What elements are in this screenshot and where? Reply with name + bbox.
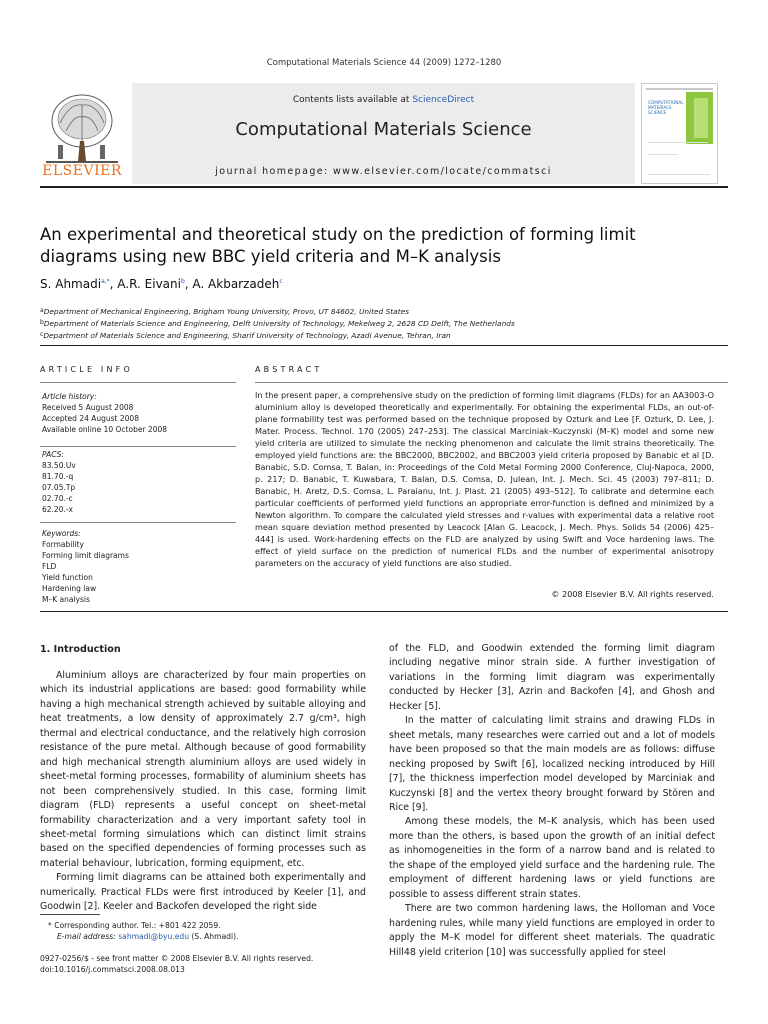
journal-banner xyxy=(132,83,635,184)
header-rule xyxy=(40,186,728,188)
article-info-rule xyxy=(40,382,236,383)
article-title: An experimental and theoretical study on the prediction of forming limit diagrams using new BBC yield criteria and M–K analysis xyxy=(40,225,636,266)
history-item: Available online 10 October 2008 xyxy=(42,425,168,434)
journal-cover-thumbnail[interactable] xyxy=(641,83,718,184)
body-paragraph: Forming limit diagrams can be attained both experimentally and numerically. Practical FLDs were first introduced by Keeler [1], and Goodwin [2]. Keeler and Backofen developed the right side xyxy=(40,872,366,913)
keyword-item: Forming limit diagrams xyxy=(42,551,129,560)
body-paragraph: Among these models, the M–K analysis, which has been used more than the others, is based upon the growth of an initial defect as inhomogeneities in the form of a narrow band and is related to the shape of the employed yield surface and the hardening rule. The employment of different hardening laws or yield functions are possible to assess different strain states. xyxy=(389,816,715,900)
affiliation-item xyxy=(40,329,730,341)
elsevier-wordmark: ELSEVIER xyxy=(42,163,122,179)
svg-text:MATERIALS: MATERIALS xyxy=(648,105,672,110)
abstract-text: In the present paper, a comprehensive study on the prediction of forming limit diagrams (FLDs) for an AA3003-O aluminium alloy is developed theoretically and experimentally. For obtaining the experimental FLDs, an out-of-plane formability test was performed based on the technique proposed by Ozturk and Lee [F. Ozturk, D. Lee, J. Mater. Process. Technol. 170 (2005) 247–253]. The classical Marciniak–Kuczynski (M–K) model and some new yield criteria are utilized to simulate the necking phenomenon and calculate the limit strains theoretically. The employed yield functions are: the BBC2000, BBC2002, and BBC2003 yield criteria proposed by Banabic et al [D. Banabic, S.D. Comsa, T. Balan, in: Proceedings of the Cold Metal Forming 2000 Conference, Cluj-Napoca, 2000, p. 217; D. Banabic, T. Kuwabara, T. Balan, D.S. Comsa, D. Julean, Int. J. Mech. Sci. 45 (2003) 797–811; D. Banabic, H. Aretz, D.S. Comsa, L. Paraianu, Int. J. Plast. 21 (2005) 493–512]. To calibrate and determine each particular coefficients of performed yield functions an appropriate error-function is defined and minimized by a Newton algorithm. To compare the calculated yield stresses and r-values with experimental data a relative root mean square deviation method presented by Leacock [Alan G. Leacock, J. Mech. Phys. Solids 54 (2006) 425–444] is used. Work-hardening effects on the FLD are analyzed by using Swift and Voce hardening laws. The effect of yield surface on the prediction of numerical FLDs and the number of experimental anisotropy parameters on the accuracy of yield functions are also studied. xyxy=(255,390,714,568)
footnote xyxy=(40,920,366,942)
corresponding-author-text: Corresponding author. Tel.: +801 422 2059. xyxy=(54,921,221,930)
email-label: E-mail address: xyxy=(57,932,116,941)
author-name[interactable]: A. Akbarzadeh xyxy=(192,277,280,291)
pacs-item: 62.20.-x xyxy=(42,505,73,514)
affiliation-mark: b xyxy=(40,319,44,326)
abstract-heading: ABSTRACT xyxy=(255,365,323,374)
journal-reference: Computational Materials Science 44 (2009) 1272–1280 xyxy=(266,58,502,68)
author-affiliation-mark[interactable]: a,* xyxy=(101,278,110,285)
affiliation-mark: a xyxy=(40,307,44,314)
keywords-list xyxy=(42,528,237,605)
section-heading: 1. Introduction xyxy=(40,644,121,655)
affiliations xyxy=(40,305,730,341)
affiliation-mark: c xyxy=(40,331,44,338)
keyword-item: Hardening law xyxy=(42,584,97,593)
front-matter-line: 0927-0256/$ - see front matter © 2008 Elsevier B.V. All rights reserved. xyxy=(40,954,314,963)
svg-text:COMPUTATIONAL: COMPUTATIONAL xyxy=(648,100,684,105)
journal-cover-image xyxy=(642,84,717,183)
footnote-star: * xyxy=(48,921,52,930)
pacs-item: 02.70.-c xyxy=(42,494,73,503)
email-suffix: (S. Ahmadi). xyxy=(191,932,239,941)
keyword-item: FLD xyxy=(42,562,57,571)
svg-text:SCIENCE: SCIENCE xyxy=(648,110,667,115)
page-footer xyxy=(40,953,313,975)
article-info-rule xyxy=(40,522,236,523)
journal-title: Computational Materials Science xyxy=(235,119,532,140)
pacs-label: PACS: xyxy=(42,450,64,459)
elsevier-logo[interactable] xyxy=(40,83,124,184)
history-label: Article history: xyxy=(42,392,97,401)
body-paragraph: There are two common hardening laws, the Holloman and Voce hardening rules, while many yield functions are employed in order to apply the M–K model for different sheet materials. The quadratic Hill48 yield criterion [10] was successfully applied for steel xyxy=(389,903,715,958)
sciencedirect-link[interactable]: ScienceDirect xyxy=(412,95,475,105)
corresponding-author-note xyxy=(40,920,366,931)
body-left-column xyxy=(40,669,366,915)
affiliation-text: Department of Materials Science and Engineering, Sharif University of Technology, Azadi Avenue, Tehran, Iran xyxy=(43,331,451,340)
body-paragraph: of the FLD, and Goodwin extended the forming limit diagram including negative minor strain side. A further investigation of variations in the forming limit diagram was experimentally conducted by Hecker [3], Azrin and Backofen [4], and Ghosh and Hecker [5]. xyxy=(389,643,715,712)
footnote-rule xyxy=(40,914,100,915)
author-list: S. Ahmadi$^{a,*}$, A.R. Eivani$^b$, A. Akbarzadeh$^c$ xyxy=(40,277,283,291)
pacs-list xyxy=(42,449,237,515)
affiliation-text: Department of Materials Science and Engineering, Delft University of Technology, Mekelweg 2, 2628 CD Delft, The Netherlands xyxy=(43,319,515,328)
article-info-rule xyxy=(40,446,236,447)
abstract-rule xyxy=(255,382,728,383)
pacs-item: 07.05.Tp xyxy=(42,483,76,492)
article-info-heading: ARTICLE INFO xyxy=(40,365,133,374)
contents-prefix: Contents lists available at xyxy=(292,95,413,105)
body-paragraph: Aluminium alloys are characterized by four main properties on which its industrial applications are based: good formability while having a high mechanical strength achieved by suitable alloying and heat treatments, a low density of approximately 2.7 g/cm³, high thermal and electrical conductance, and the relatively high corrosion resistance of the pure metal. Although because of good formability and high mechanical strength aluminium alloys are used widely in sheet-metal forming processes, formability of aluminium sheets has not been comprehensively studied. In this case, forming limit diagram (FLD) represents a useful concept on sheet-metal formability characterization and a very important safety tool in sheet-metal forming simulations which can distinct limit strains based on the specified dependencies of forming processes such as material behaviour, lubrication, forming equipment, etc. xyxy=(40,670,366,869)
affiliation-text: Department of Mechanical Engineering, Brigham Young University, Provo, UT 84602, United States xyxy=(43,307,409,316)
author-affiliation-mark[interactable]: b xyxy=(180,278,185,285)
article-history xyxy=(42,391,237,435)
keyword-item: M–K analysis xyxy=(42,595,90,604)
keyword-item: Formability xyxy=(42,540,84,549)
affiliation-item xyxy=(40,305,730,317)
section-rule xyxy=(40,611,728,612)
abstract-copyright: © 2008 Elsevier B.V. All rights reserved. xyxy=(551,589,714,599)
doi-line[interactable]: doi:10.1016/j.commatsci.2008.08.013 xyxy=(40,965,185,974)
author-name[interactable]: A.R. Eivani xyxy=(117,277,181,291)
author-affiliation-mark[interactable]: c xyxy=(279,278,283,285)
email-link[interactable]: sahmadi@byu.edu xyxy=(118,932,190,941)
pacs-item: 83.50.Uv xyxy=(42,461,76,470)
pacs-item: 81.70.-q xyxy=(42,472,74,481)
section-rule xyxy=(40,345,728,346)
contents-line xyxy=(132,95,635,105)
author-name[interactable]: S. Ahmadi xyxy=(40,277,102,291)
body-right-column xyxy=(389,642,715,960)
history-item: Received 5 August 2008 xyxy=(42,403,134,412)
affiliation-item xyxy=(40,317,730,329)
keyword-item: Yield function xyxy=(42,573,93,582)
keywords-label: Keywords: xyxy=(42,529,81,538)
email-note xyxy=(40,931,366,942)
journal-homepage[interactable]: journal homepage: www.elsevier.com/locate/commatsci xyxy=(215,166,552,177)
history-item: Accepted 24 August 2008 xyxy=(42,414,139,423)
body-paragraph: In the matter of calculating limit strains and drawing FLDs in sheet metals, many researches were carried out and a lot of models have been proposed so that the main models are as follows: diffuse necking proposed by Swift [6], localized necking introduced by Hill [7], the thickness imperfection model developed by Marciniak and Kuczynski [8] and the vertex theory brought forward by Stören and Rice [9]. xyxy=(389,715,715,813)
